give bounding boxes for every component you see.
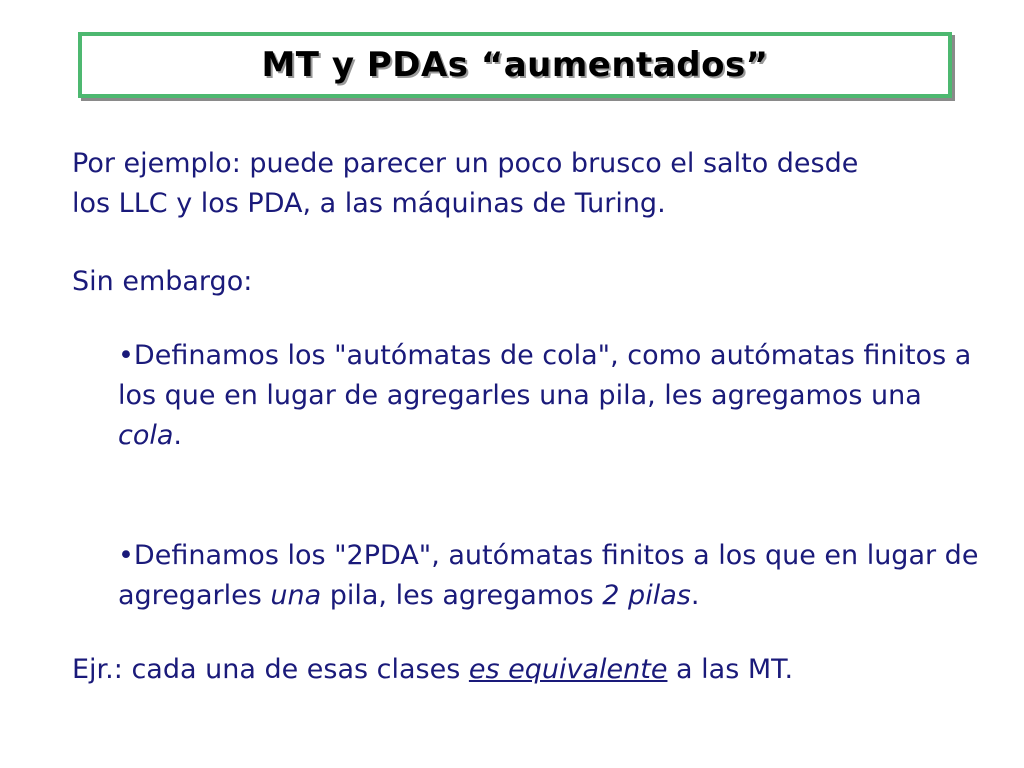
intro-line-2: los LLC y los PDA, a las máquinas de Turing. — [72, 188, 666, 219]
intro-line-1: Por ejemplo: puede parecer un poco brusco el salto desde — [72, 148, 859, 179]
bullet-1-text: •Definamos los "autómatas de cola", como autómatas finitos a los que en lugar de agregarles una pila, les agregamos una — [118, 340, 972, 411]
exercise-end: a las MT. — [667, 654, 794, 685]
intro-paragraph — [72, 144, 992, 224]
bullet-2-end: . — [690, 580, 700, 611]
exercise-emphasis: es equivalente — [468, 654, 668, 685]
bullet-1-end: . — [173, 420, 183, 451]
bullet-2-text: •Definamos los "2PDA", autómatas finitos a los que en lugar de agregarles — [118, 540, 979, 611]
bullet-2-emphasis-2-pilas: 2 pilas — [602, 580, 691, 611]
exercise-paragraph — [72, 650, 992, 690]
bullet-1-emphasis-cola: cola — [118, 420, 174, 451]
bullet-2-emphasis-una: una — [270, 580, 322, 611]
bullet-2-text-middle: pila, les agregamos — [321, 580, 603, 611]
slide-title: MT y PDAs “aumentados” — [261, 45, 769, 85]
bullet-item-2pda — [118, 536, 998, 616]
bullet-item-cola — [118, 336, 978, 456]
sin-embargo-label: Sin embargo: — [72, 266, 253, 297]
title-box — [78, 32, 952, 98]
exercise-text: Ejr.: cada una de esas clases — [72, 654, 469, 685]
